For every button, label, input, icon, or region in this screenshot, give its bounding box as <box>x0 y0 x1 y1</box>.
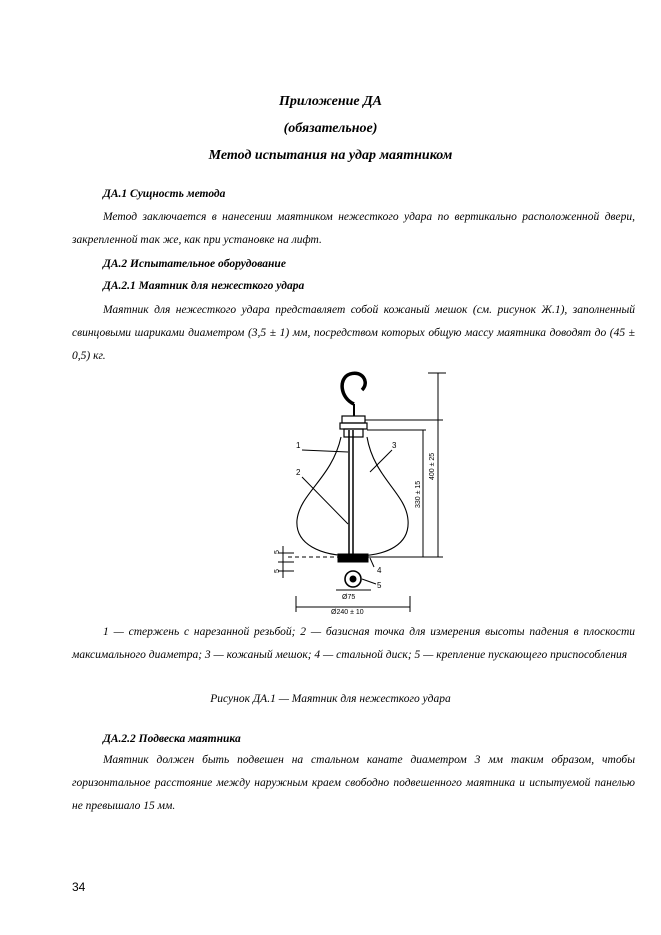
dim-disc: Ø75 <box>342 594 356 601</box>
top-collar <box>342 416 365 423</box>
figure-caption: Рисунок ДА.1 — Маятник для нежесткого удара <box>210 693 451 705</box>
figure-legend: 1 — стержень с нарезанной резьбой; 2 — базисная точка для измерения высоты падения в плоскости максимального диаметра; 3 — кожаный мешок; 4 — стальной диск; 5 — крепление пускающего приспособления <box>72 626 635 661</box>
callout-2: 2 <box>296 468 301 477</box>
section-text-da1: Метод заключается в нанесении маятником нежесткого удара по вертикально расположенной двери, закрепленной так же, как при установке на лифт. <box>72 211 635 246</box>
section-heading-da1: ДА.1 Сущность метода <box>103 188 226 200</box>
dim-small-2: 5 <box>274 569 281 573</box>
callout-4: 4 <box>377 566 382 575</box>
section-heading-da21: ДА.2.1 Маятник для нежесткого удара <box>103 280 305 292</box>
appendix-status: (обязательное) <box>283 121 378 136</box>
dim-bag-diameter: Ø240 ± 10 <box>331 609 364 616</box>
appendix-title: Приложение ДА <box>278 94 383 109</box>
section-text-da22: Маятник должен быть подвешен на стальном канате диаметром 3 мм таким образом, чтобы горизонтальное расстояние между наружным краем свободно подвешенного маятника и испытуемой панелью не превышало 15 мм. <box>72 754 635 812</box>
steel-disc <box>338 554 368 562</box>
page-number: 34 <box>72 880 86 894</box>
callout-3: 3 <box>392 441 397 450</box>
section-heading-da2: ДА.2 Испытательное оборудование <box>103 258 286 270</box>
hook-shape <box>342 373 365 404</box>
dim-small-1: 5 <box>274 550 281 554</box>
dim-bag-height: 330 ± 15 <box>415 480 422 508</box>
section-heading-da22: ДА.2.2 Подвеска маятника <box>103 733 241 745</box>
pendulum-figure <box>258 368 458 618</box>
section-text-da21: Маятник для нежесткого удара представляет собой кожаный мешок (см. рисунок Ж.1), заполненный свинцовыми шариками диаметром (3,5 ± 1) мм, посредством которых общую массу маятника доводят до (45 ± 0,5) кг. <box>72 304 635 362</box>
dim-total-height: 400 ± 25 <box>429 452 436 480</box>
callout-5: 5 <box>377 581 382 590</box>
callout-1: 1 <box>296 441 301 450</box>
method-title: Метод испытания на удар маятником <box>208 148 453 163</box>
